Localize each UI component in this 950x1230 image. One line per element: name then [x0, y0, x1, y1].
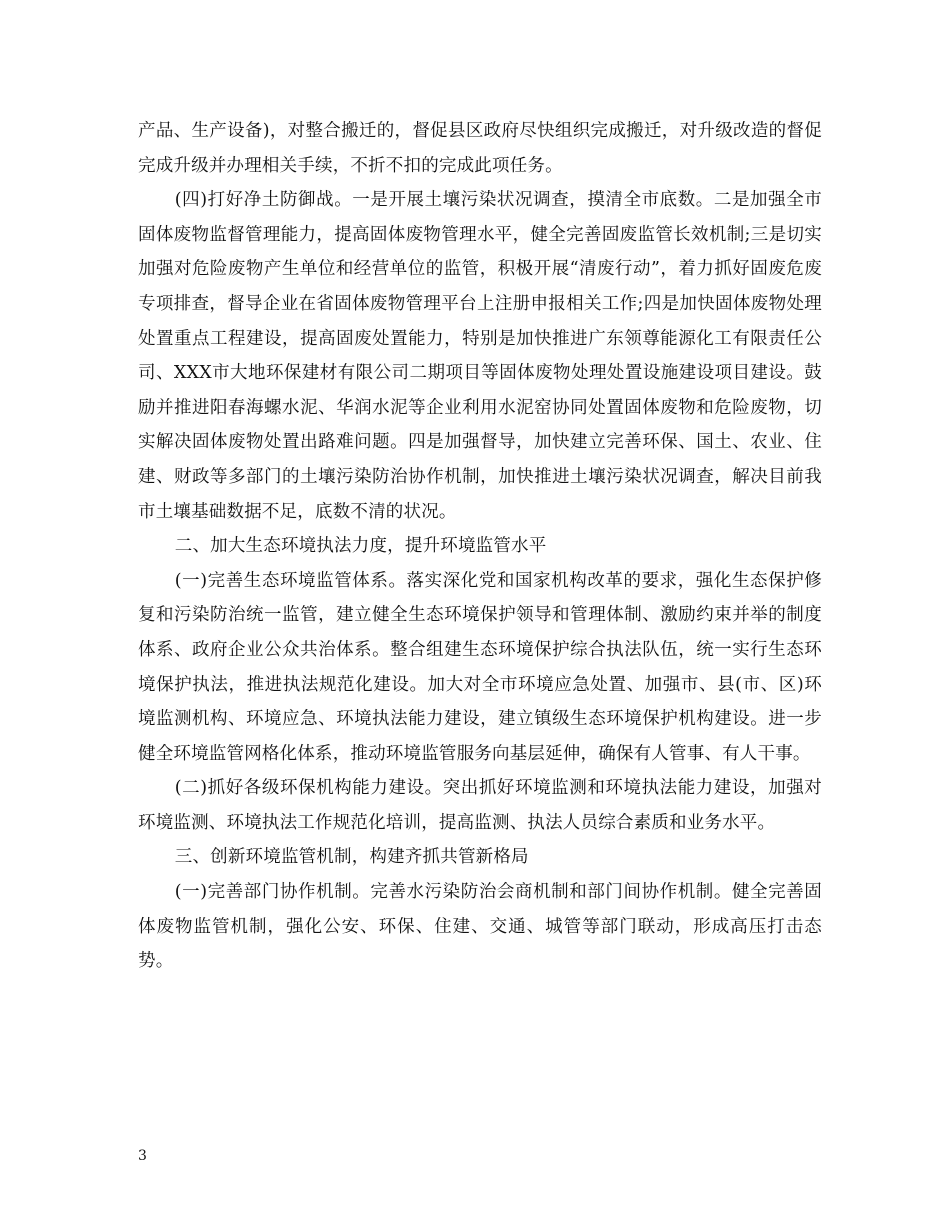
- paragraph-soil-defense: (四)打好净土防御战。一是开展土壤污染状况调查，摸清全市底数。二是加强全市固体废物监督管理能力，提高固体废物管理水平，健全完善固废监管长效机制;三是切实加强对危险废物产生单位和经营单位的监管，积极开展“清废行动”，着力抓好固废危废专项排查，督导企业在省固体废物管理平台上注册申报相关工作;四是加快固体废物处理处置重点工程建设，提高固废处置能力，特别是加快推进广东领尊能源化工有限责任公司、XXX市大地环保建材有限公司二期项目等固体废物处理处置设施建设项目建设。鼓励并推进阳春海螺水泥、华润水泥等企业利用水泥窑协同处置固体废物和危险废物，切实解决固体废物处置出路难问题。四是加强督导，加快建立完善环保、国土、农业、住建、财政等多部门的土壤污染防治协作机制，加快推进土壤污染状况调查，解决目前我市土壤基础数据不足，底数不清的状况。: [138, 190, 822, 522]
- document-body: [138, 114, 822, 979]
- page-number: 3: [138, 1148, 147, 1164]
- paragraph-capacity-building: (二)抓好各级环保机构能力建设。突出抓好环境监测和环境执法能力建设，加强对环境监测、环境执法工作规范化培训，提高监测、执法人员综合素质和业务水平。: [138, 778, 822, 833]
- paragraph-department-coordination: (一)完善部门协作机制。完善水污染防治会商机制和部门间协作机制。健全完善固体废物监管机制，强化公安、环保、住建、交通、城管等部门联动，形成高压打击态势。: [138, 882, 822, 972]
- section-heading-2: 二、加大生态环境执法力度，提升环境监管水平: [174, 536, 547, 557]
- section-heading-3: 三、创新环境监管机制，构建齐抓共管新格局: [174, 847, 529, 868]
- paragraph-supervision-system: (一)完善生态环境监管体系。落实深化党和国家机构改革的要求，强化生态保护修复和污染防治统一监管，建立健全生态环境保护领导和管理体制、激励约束并举的制度体系、政府企业公众共治体系。整合组建生态环境保护综合执法队伍，统一实行生态环境保护执法，推进执法规范化建设。加大对全市环境应急处置、加强市、县(市、区)环境监测机构、环境应急、环境执法能力建设，建立镇级生态环境保护机构建设。进一步健全环境监管网格化体系，推动环境监管服务向基层延伸，确保有人管事、有人干事。: [138, 570, 822, 764]
- paragraph-continuation: 产品、生产设备)，对整合搬迁的，督促县区政府尽快组织完成搬迁，对升级改造的督促完成升级并办理相关手续，不折不扣的完成此项任务。: [138, 121, 822, 176]
